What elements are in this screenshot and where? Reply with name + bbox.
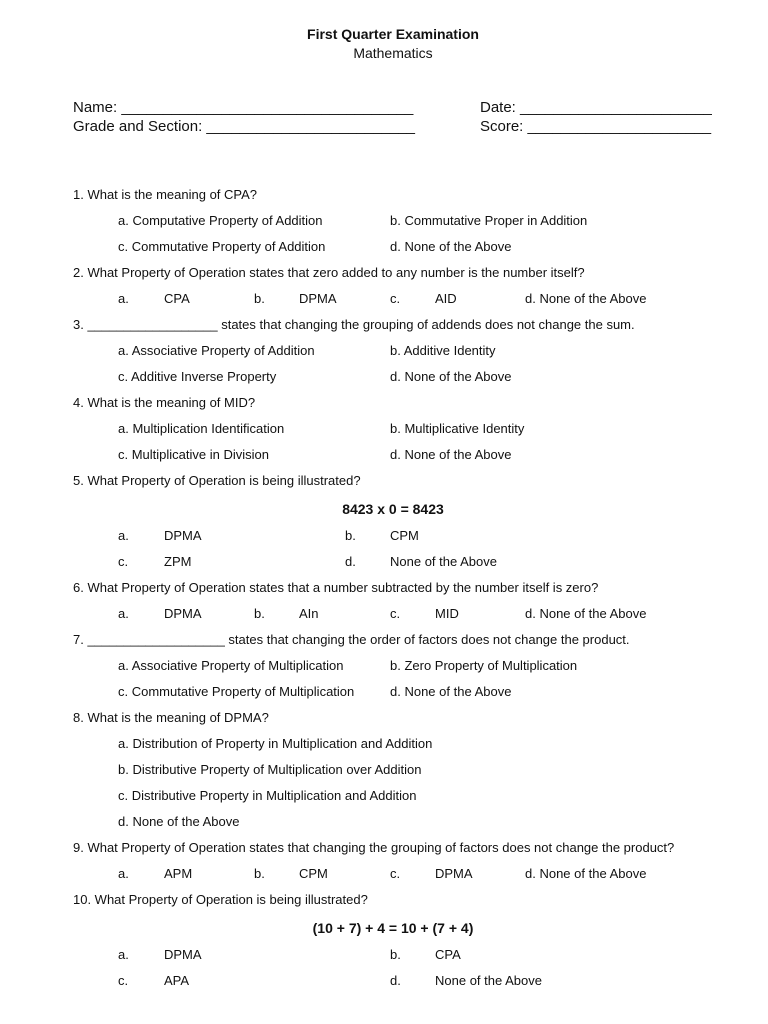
question-2: 2. What Property of Operation states that zero added to any number is the number itself?	[73, 265, 585, 280]
q2-option-a-letter: a.	[118, 291, 129, 306]
q2-option-a-text: CPA	[164, 291, 190, 306]
q7-option-b: b. Zero Property of Multiplication	[390, 658, 578, 673]
question-3: 3. __________________ states that changing the grouping of addends does not change the sum.	[73, 317, 635, 332]
q8-option-b: b. Distributive Property of Multiplication over Addition	[118, 762, 422, 777]
q5-option-d-text: None of the Above	[390, 554, 497, 569]
q1-option-d: d. None of the Above	[390, 239, 512, 254]
q10-option-d-letter: d.	[390, 973, 401, 988]
q1-option-c: c. Commutative Property of Addition	[118, 239, 326, 254]
q10-option-c-text: APA	[164, 973, 190, 988]
q9-option-a-letter: a.	[118, 866, 129, 881]
q8-option-d: d. None of the Above	[118, 814, 240, 829]
question-7: 7. ___________________ states that changing the order of factors does not change the product.	[73, 632, 630, 647]
q8-option-c: c. Distributive Property in Multiplication and Addition	[118, 788, 417, 803]
q5-option-b-text: CPM	[390, 528, 419, 543]
question-10: 10. What Property of Operation is being illustrated?	[73, 892, 368, 907]
q7-option-d: d. None of the Above	[390, 684, 512, 699]
q9-option-b-letter: b.	[254, 866, 265, 881]
q7-option-c: c. Commutative Property of Multiplication	[118, 684, 355, 699]
q1-option-b: b. Commutative Proper in Addition	[390, 213, 588, 228]
date-field: Date: _______________________	[480, 99, 712, 116]
q10-equation: (10 + 7) + 4 = 10 + (7 + 4)	[312, 920, 474, 936]
q9-option-c-letter: c.	[390, 866, 401, 881]
q6-option-b-letter: b.	[254, 606, 265, 621]
q2-option-d: d. None of the Above	[525, 291, 647, 306]
q2-option-b-letter: b.	[254, 291, 265, 306]
q10-option-d-text: None of the Above	[435, 973, 542, 988]
q10-option-a-letter: a.	[118, 947, 129, 962]
q4-option-c: c. Multiplicative in Division	[118, 447, 269, 462]
q4-option-a: a. Multiplication Identification	[118, 421, 285, 436]
q6-option-a-letter: a.	[118, 606, 129, 621]
q8-option-a: a. Distribution of Property in Multiplication and Addition	[118, 736, 433, 751]
q5-option-d-letter: d.	[345, 554, 356, 569]
q3-option-b: b. Additive Identity	[390, 343, 496, 358]
q7-option-a: a. Associative Property of Multiplication	[118, 658, 344, 673]
exam-title: First Quarter Examination	[307, 26, 479, 42]
q6-option-b-text: AIn	[299, 606, 319, 621]
q4-option-b: b. Multiplicative Identity	[390, 421, 525, 436]
name-field: Name: ___________________________________	[73, 99, 414, 116]
q10-option-c-letter: c.	[118, 973, 129, 988]
q1-option-a: a. Computative Property of Addition	[118, 213, 323, 228]
q5-option-a-text: DPMA	[164, 528, 202, 543]
q5-option-c-text: ZPM	[164, 554, 192, 569]
q3-option-a: a. Associative Property of Addition	[118, 343, 315, 358]
question-1: 1. What is the meaning of CPA?	[73, 187, 258, 202]
q2-option-c-text: AID	[435, 291, 457, 306]
q10-option-b-letter: b.	[390, 947, 401, 962]
q5-option-a-letter: a.	[118, 528, 129, 543]
question-6: 6. What Property of Operation states that a number subtracted by the number itself is zero?	[73, 580, 599, 595]
exam-subject: Mathematics	[353, 45, 433, 61]
q6-option-a-text: DPMA	[164, 606, 202, 621]
question-9: 9. What Property of Operation states that changing the grouping of factors does not change the product?	[73, 840, 675, 855]
q9-option-c-text: DPMA	[435, 866, 473, 881]
q5-option-c-letter: c.	[118, 554, 129, 569]
score-field: Score: ______________________	[480, 118, 712, 135]
question-5: 5. What Property of Operation is being illustrated?	[73, 473, 361, 488]
q3-option-c: c. Additive Inverse Property	[118, 369, 277, 384]
q6-option-c-text: MID	[435, 606, 459, 621]
q2-option-b-text: DPMA	[299, 291, 337, 306]
q10-option-b-text: CPA	[435, 947, 461, 962]
q5-option-b-letter: b.	[345, 528, 356, 543]
question-4: 4. What is the meaning of MID?	[73, 395, 256, 410]
q6-option-c-letter: c.	[390, 606, 401, 621]
q9-option-d: d. None of the Above	[525, 866, 647, 881]
q4-option-d: d. None of the Above	[390, 447, 512, 462]
q9-option-b-text: CPM	[299, 866, 328, 881]
q10-option-a-text: DPMA	[164, 947, 202, 962]
q6-option-d: d. None of the Above	[525, 606, 647, 621]
question-8: 8. What is the meaning of DPMA?	[73, 710, 269, 725]
q9-option-a-text: APM	[164, 866, 193, 881]
q3-option-d: d. None of the Above	[390, 369, 512, 384]
q5-equation: 8423 x 0 = 8423	[342, 501, 444, 517]
q2-option-c-letter: c.	[390, 291, 401, 306]
grade-section-field: Grade and Section: _________________________	[73, 118, 415, 135]
